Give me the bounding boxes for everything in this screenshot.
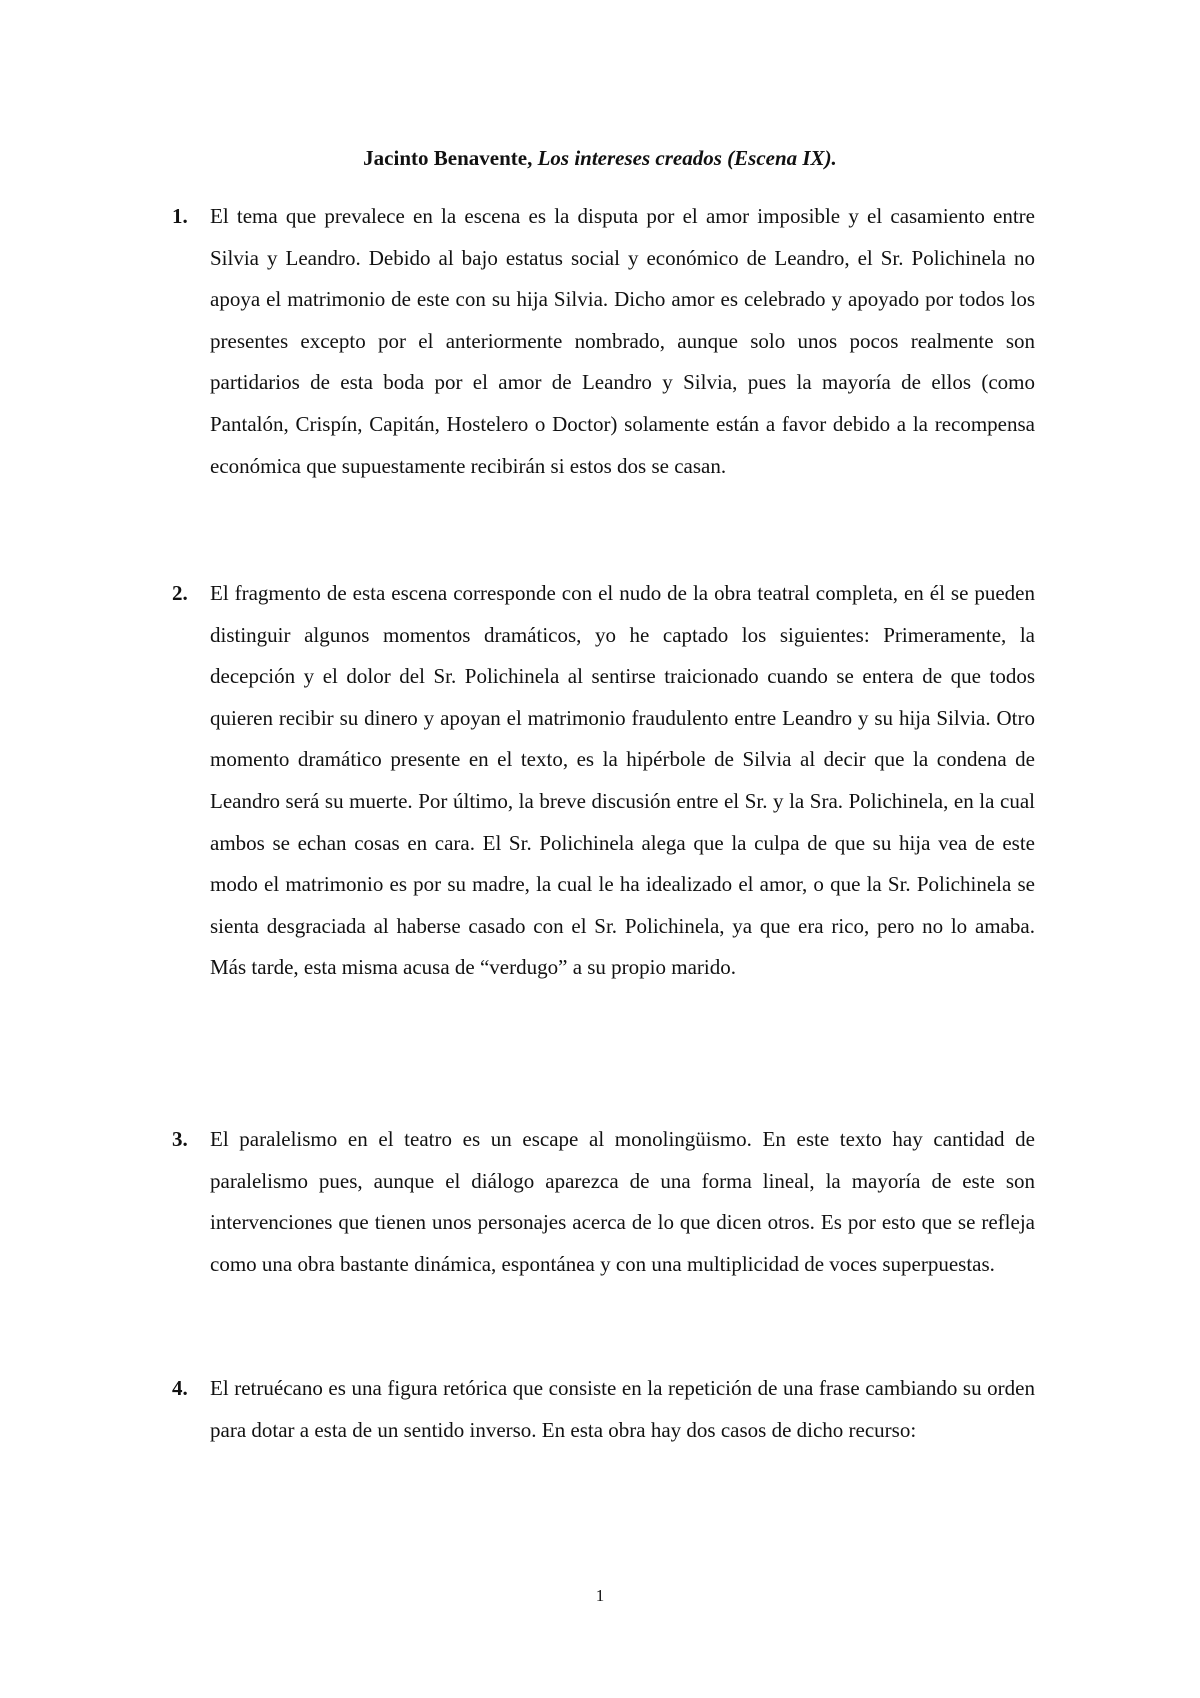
list-item-number: 4. (172, 1376, 188, 1400)
list-item-text: El tema que prevalece en la escena es la disputa por el amor imposible y el casamiento entre Silvia y Leandro. Debido al bajo estatus social y económico de Leandro, el Sr. Polichinela no apoya el matrimonio de este con su hija Silvia. Dicho amor es celebrado y apoyado por todos los presentes excepto por el anteriormente nombrado, aunque solo unos pocos realmente son partidarios de esta boda por el amor de Leandro y Silvia, pues la mayoría de ellos (como Pantalón, Crispín, Capitán, Hostelero o Doctor) solamente están a favor debido a la recompensa económica que supuestamente recibirán si estos dos se casan. (210, 204, 1035, 478)
list-item-text: El retruécano es una figura retórica que consiste en la repetición de una frase cambiando su orden para dotar a esta de un sentido inverso. En esta obra hay dos casos de dicho recurso: (210, 1376, 1035, 1442)
list-item-number: 1. (172, 204, 188, 228)
list-item-number: 2. (172, 581, 188, 605)
page-number: 1 (595, 1586, 605, 1605)
list-item-number: 3. (172, 1127, 188, 1151)
list-item-text: El paralelismo en el teatro es un escape al monolingüismo. En este texto hay cantidad de paralelismo pues, aunque el diálogo aparezca de una forma lineal, la mayoría de este son intervenciones que tienen unos personajes acerca de lo que dicen otros. Es por esto que se refleja como una obra bastante dinámica, espontánea y con una multiplicidad de voces superpuestas. (210, 1127, 1035, 1276)
title-author: Jacinto Benavente, (363, 146, 533, 170)
list-item-text: El fragmento de esta escena corresponde con el nudo de la obra teatral completa, en él se pueden distinguir algunos momentos dramáticos, yo he captado los siguientes: Primeramente, la decepción y el dolor del Sr. Polichinela al sentirse traicionado cuando se entera de que todos quieren recibir su dinero y apoyan el matrimonio fraudulento entre Leandro y su hija Silvia. Otro momento dramático presente en el texto, es la hipérbole de Silvia al decir que la condena de Leandro será su muerte. Por último, la breve discusión entre el Sr. y la Sra. Polichinela, en la cual ambos se echan cosas en cara. El Sr. Polichinela alega que la culpa de que su hija vea de este modo el matrimonio es por su madre, la cual le ha idealizado el amor, o que la Sr. Polichinela se sienta desgraciada al haberse casado con el Sr. Polichinela, ya que era rico, pero no lo amaba. Más tarde, esta misma acusa de “verdugo” a su propio marido. (210, 581, 1035, 980)
page-title (0, 144, 1200, 172)
title-work: Los intereses creados (Escena IX). (537, 146, 837, 170)
